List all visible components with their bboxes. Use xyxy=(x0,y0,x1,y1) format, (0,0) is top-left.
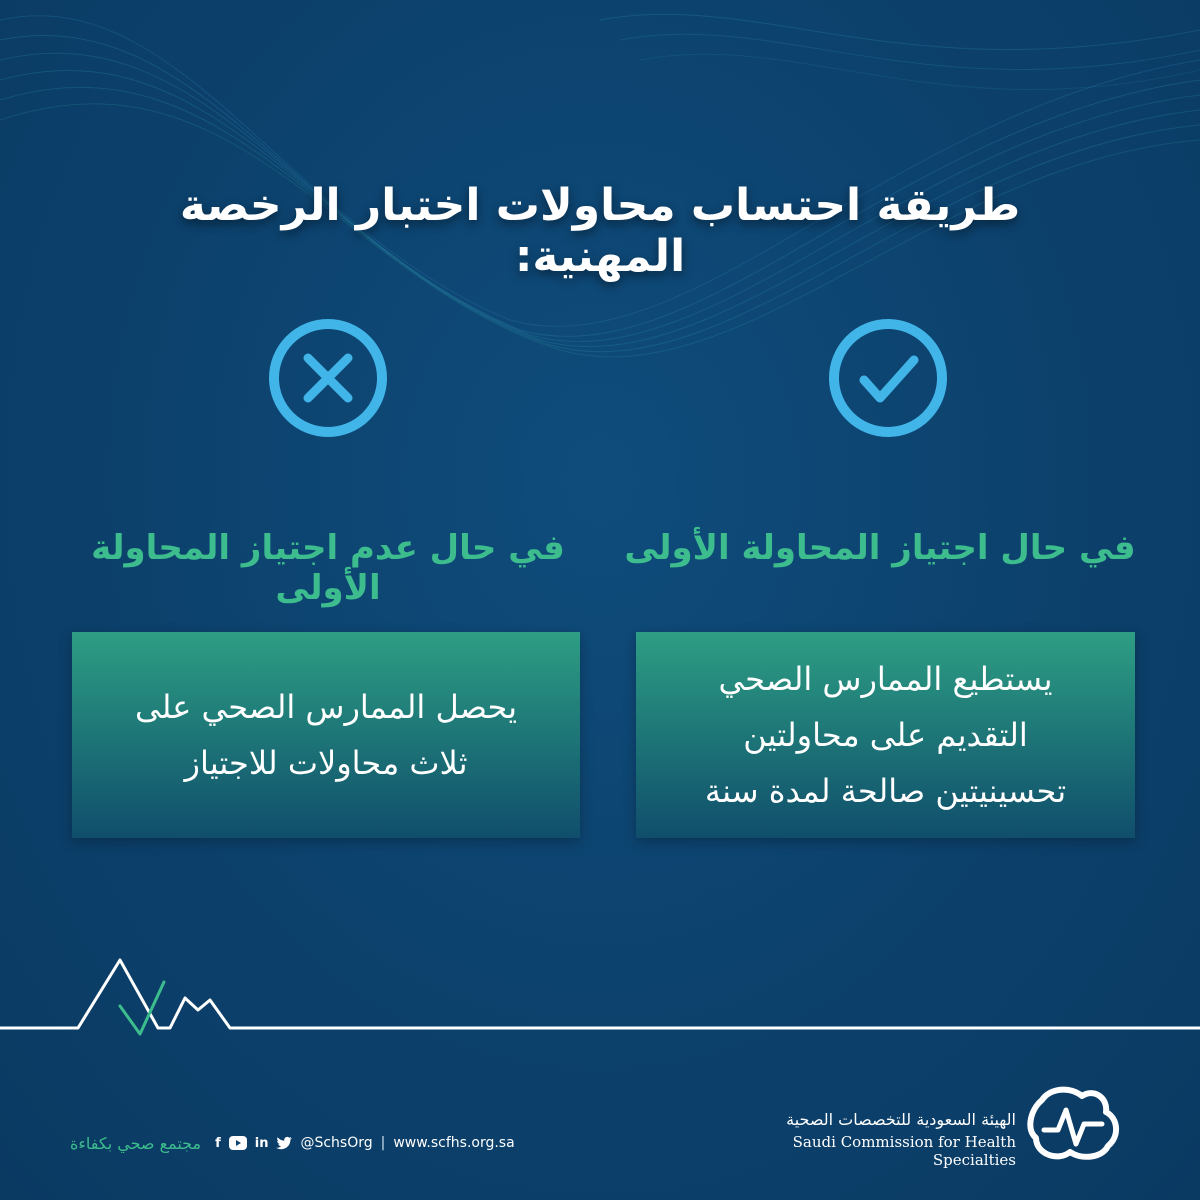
page-title: طريقة احتساب محاولات اختبار الرخصة المهنية: xyxy=(179,180,1021,282)
x-circle-icon xyxy=(268,318,388,438)
pass-line-2: التقديم على محاولتين xyxy=(743,716,1028,754)
fail-description-box xyxy=(72,632,580,838)
pass-line-3: تحسينيتين صالحة لمدة سنة xyxy=(704,772,1067,810)
fail-heading: في حال عدم اجتياز المحاولة الأولى xyxy=(91,528,565,608)
heartbeat-line xyxy=(0,940,1200,1070)
slogan: مجتمع صحي بكفاءة xyxy=(70,1133,202,1153)
pass-line-1: يستطيع الممارس الصحي xyxy=(718,660,1053,698)
website-link[interactable]: www.scfhs.org.sa xyxy=(393,1135,515,1151)
org-name-english: Saudi Commission for Health Specialties xyxy=(792,1133,1016,1169)
fail-line-1: يحصل الممارس الصحي على xyxy=(134,688,518,726)
footer-separator: | xyxy=(380,1135,386,1151)
check-circle-icon xyxy=(828,318,948,438)
linkedin-icon[interactable]: in xyxy=(254,1135,269,1151)
facebook-icon[interactable]: f xyxy=(215,1135,221,1151)
organization-name xyxy=(706,1110,1016,1169)
pass-description-box xyxy=(636,632,1135,838)
youtube-icon[interactable] xyxy=(229,1136,247,1150)
footer-contact xyxy=(70,1128,515,1158)
fail-line-2: ثلاث محاولات للاجتياز xyxy=(184,744,468,782)
pass-heading: في حال اجتياز المحاولة الأولى xyxy=(624,528,1136,568)
twitter-icon[interactable] xyxy=(276,1136,292,1150)
org-name-arabic: الهيئة السعودية للتخصصات الصحية xyxy=(786,1110,1016,1129)
scfhs-logo-icon xyxy=(1024,1078,1124,1168)
twitter-handle[interactable]: @SchsOrg xyxy=(300,1135,373,1151)
